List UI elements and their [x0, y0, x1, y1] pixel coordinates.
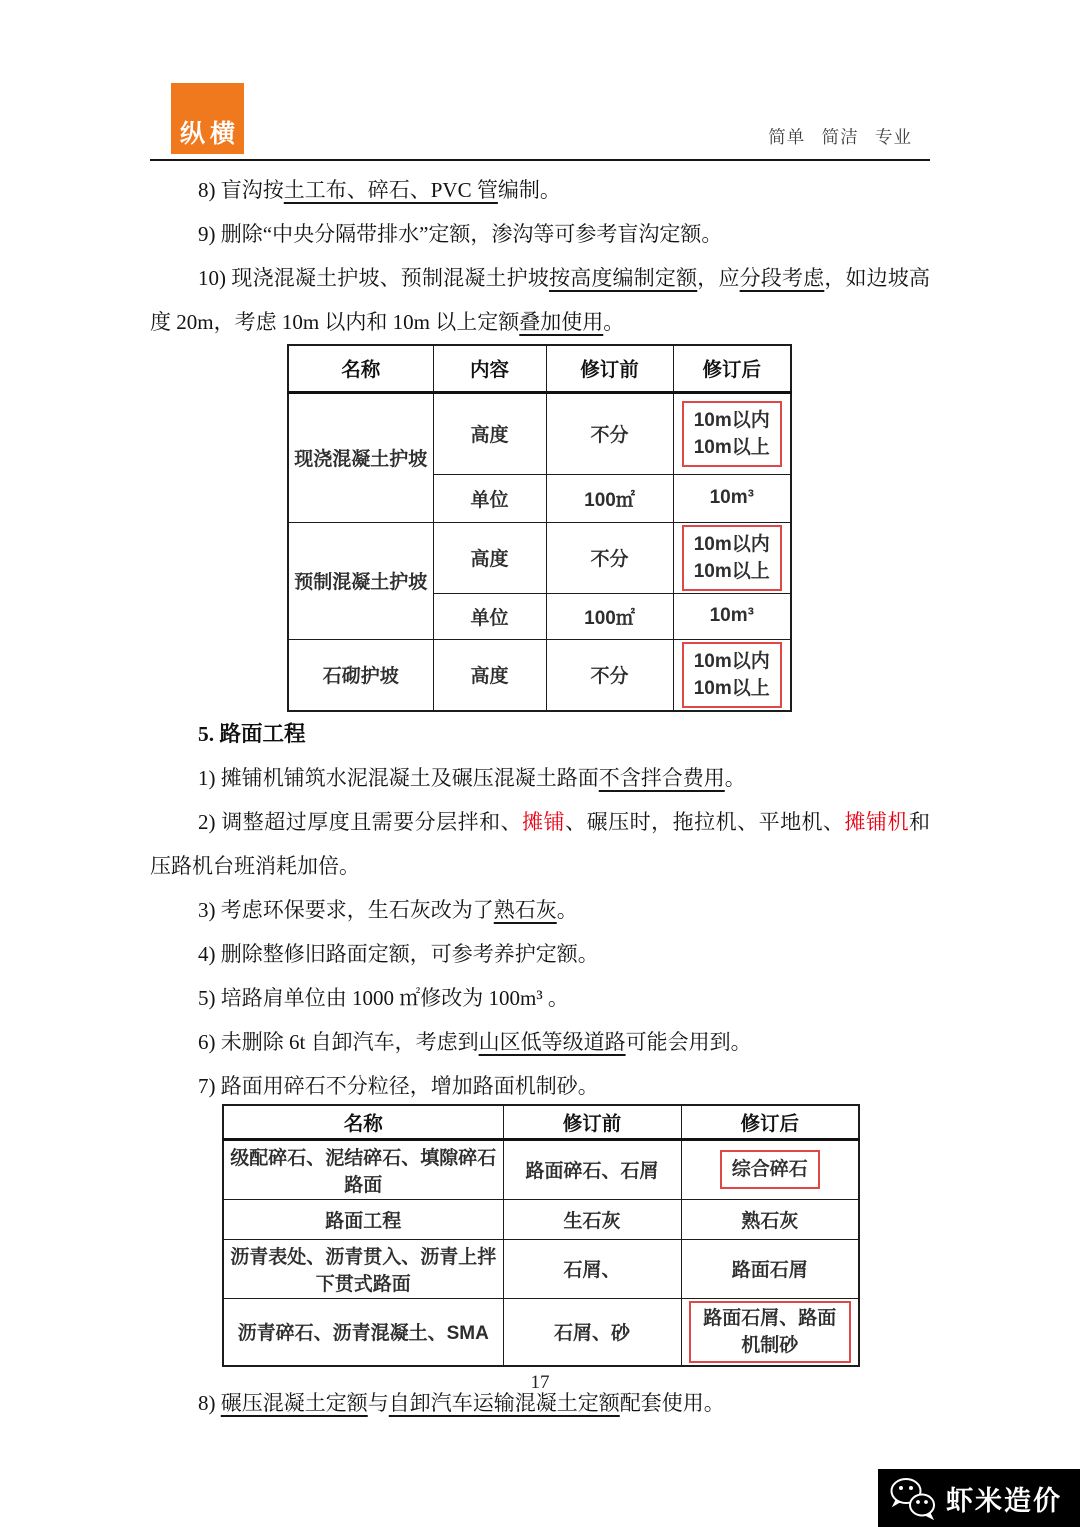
table-header-row	[288, 345, 791, 392]
row-group-name: 石砌护坡	[288, 639, 433, 711]
wechat-icon	[886, 1475, 940, 1521]
section-heading-pavement: 5. 路面工程	[198, 721, 306, 746]
table-row: 沥青表处、沥青贯入、沥青上拌下贯式路面 石屑、 路面石屑	[223, 1239, 859, 1298]
col-header-content: 内容	[433, 345, 546, 392]
revision-highlight-box: 10m以内 10m以上	[682, 642, 782, 708]
revision-table-slope	[287, 344, 792, 712]
table-row: 沥青碎石、沥青混凝土、SMA 石屑、砂 路面石屑、路面机制砂	[223, 1298, 859, 1366]
table-row: 单位 100㎡ 10m³	[288, 593, 791, 639]
revision-table-pavement	[222, 1104, 860, 1367]
col-header-after: 修订后	[681, 1105, 859, 1140]
paragraph-paver: 1) 摊铺机铺筑水泥混凝土及碾压混凝土路面不含拌合费用。	[198, 765, 746, 790]
row-group-name: 现浇混凝土护坡	[288, 392, 433, 522]
table-row: 级配碎石、泥结碎石、填隙碎石路面 路面碎石、石屑 综合碎石	[223, 1139, 859, 1199]
col-header-name: 名称	[223, 1105, 503, 1140]
page-number: 17	[530, 1372, 550, 1393]
header-tagline: 简单 简洁 专业	[768, 127, 912, 147]
table-header-row	[223, 1105, 859, 1140]
table-row: 石砌护坡 高度 不分 10m以内 10m以上	[288, 639, 791, 711]
watermark-text: 虾米造价	[946, 1485, 1062, 1516]
paragraph-dump-truck: 6) 未删除 6t 自卸汽车，考虑到山区低等级道路可能会用到。	[198, 1029, 752, 1054]
paragraph-thickness: 2) 调整超过厚度且需要分层拌和、摊铺、碾压时，拖拉机、平地机、摊铺机和压路机台班消耗加倍。	[150, 809, 931, 878]
paragraph-rcc-quota: 8) 碾压混凝土定额与自卸汽车运输混凝土定额配套使用。	[198, 1390, 725, 1415]
row-group-name: 预制混凝土护坡	[288, 522, 433, 639]
paragraph-slope-quota: 10) 现浇混凝土护坡、预制混凝土护坡按高度编制定额，应分段考虑，如边坡高度 20m，考虑 10m 以内和 10m 以上定额叠加使用。	[150, 266, 931, 334]
table-row: 现浇混凝土护坡 高度 不分 10m以内 10m以上	[288, 392, 791, 474]
paragraph-crushed-stone: 7) 路面用碎石不分粒径，增加路面机制砂。	[198, 1073, 599, 1098]
zongheng-logo	[171, 83, 244, 154]
watermark-bar	[878, 1469, 1080, 1527]
col-header-name: 名称	[288, 345, 433, 392]
col-header-before: 修订前	[503, 1105, 681, 1140]
paragraph-median-drainage: 9) 删除“中央分隔带排水”定额，渗沟等可参考盲沟定额。	[198, 222, 723, 246]
paragraph-lime: 3) 考虑环保要求，生石灰改为了熟石灰。	[198, 897, 578, 922]
table-row: 预制混凝土护坡 高度 不分 10m以内 10m以上	[288, 522, 791, 593]
revision-highlight-box: 综合碎石	[720, 1150, 820, 1189]
col-header-before: 修订前	[546, 345, 673, 392]
table-row: 单位 100㎡ 10m³	[288, 474, 791, 522]
paragraph-blind-ditch: 8) 盲沟按土工布、碎石、PVC 管编制。	[198, 178, 561, 202]
paragraph-old-pavement: 4) 删除整修旧路面定额，可参考养护定额。	[198, 941, 599, 966]
revision-highlight-box: 10m以内 10m以上	[682, 401, 782, 467]
logo-text: 纵横	[179, 120, 240, 148]
revision-highlight-box: 10m以内 10m以上	[682, 525, 782, 591]
revision-highlight-box: 路面石屑、路面机制砂	[689, 1301, 851, 1363]
header-divider	[150, 159, 930, 161]
page-content	[150, 168, 930, 1425]
paragraph-shoulder-unit: 5) 培路肩单位由 1000 ㎡修改为 100m³ 。	[198, 985, 569, 1010]
table-row: 路面工程 生石灰 熟石灰	[223, 1199, 859, 1239]
col-header-after: 修订后	[673, 345, 791, 392]
